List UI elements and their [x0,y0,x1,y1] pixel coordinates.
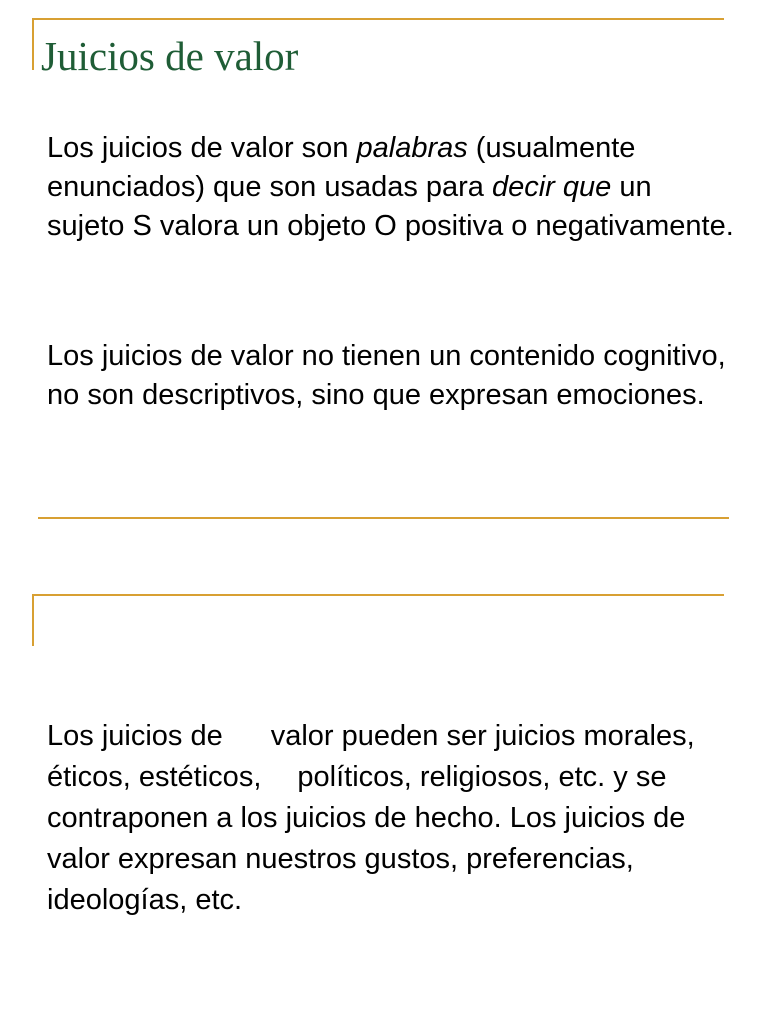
types-paragraph [47,716,737,921]
definition-paragraph [47,129,737,246]
definition-text-2: (usualmente enunciados) que son usadas para [47,132,636,203]
slide2-top-rule [32,594,724,596]
slide2-left-rule [32,594,34,646]
types-text-2: valor pueden ser juicios morales, éticos, estéticos, [47,720,695,793]
types-text-1: Los juicios de [47,720,223,752]
types-text-3: políticos, religiosos, etc. y se contraponen a los juicios de hecho. Los juicios de valor expresan nuestros gustos, preferencias, ideologías, etc. [47,761,686,916]
cognitive-paragraph: Los juicios de valor no tienen un contenido cognitivo, no son descriptivos, sino que expresan emociones. [47,340,726,411]
slide1-left-rule [32,18,34,70]
definition-text-1: Los juicios de valor son [47,132,357,164]
slide1-top-rule [32,18,724,20]
slide1-bottom-rule [38,517,729,519]
slide-title: Juicios de valor [41,33,299,79]
definition-text-3: un sujeto S valora un objeto O positiva o negativamente. [47,171,734,242]
definition-italic-2: decir que [491,171,612,203]
definition-italic-1: palabras [356,132,468,164]
